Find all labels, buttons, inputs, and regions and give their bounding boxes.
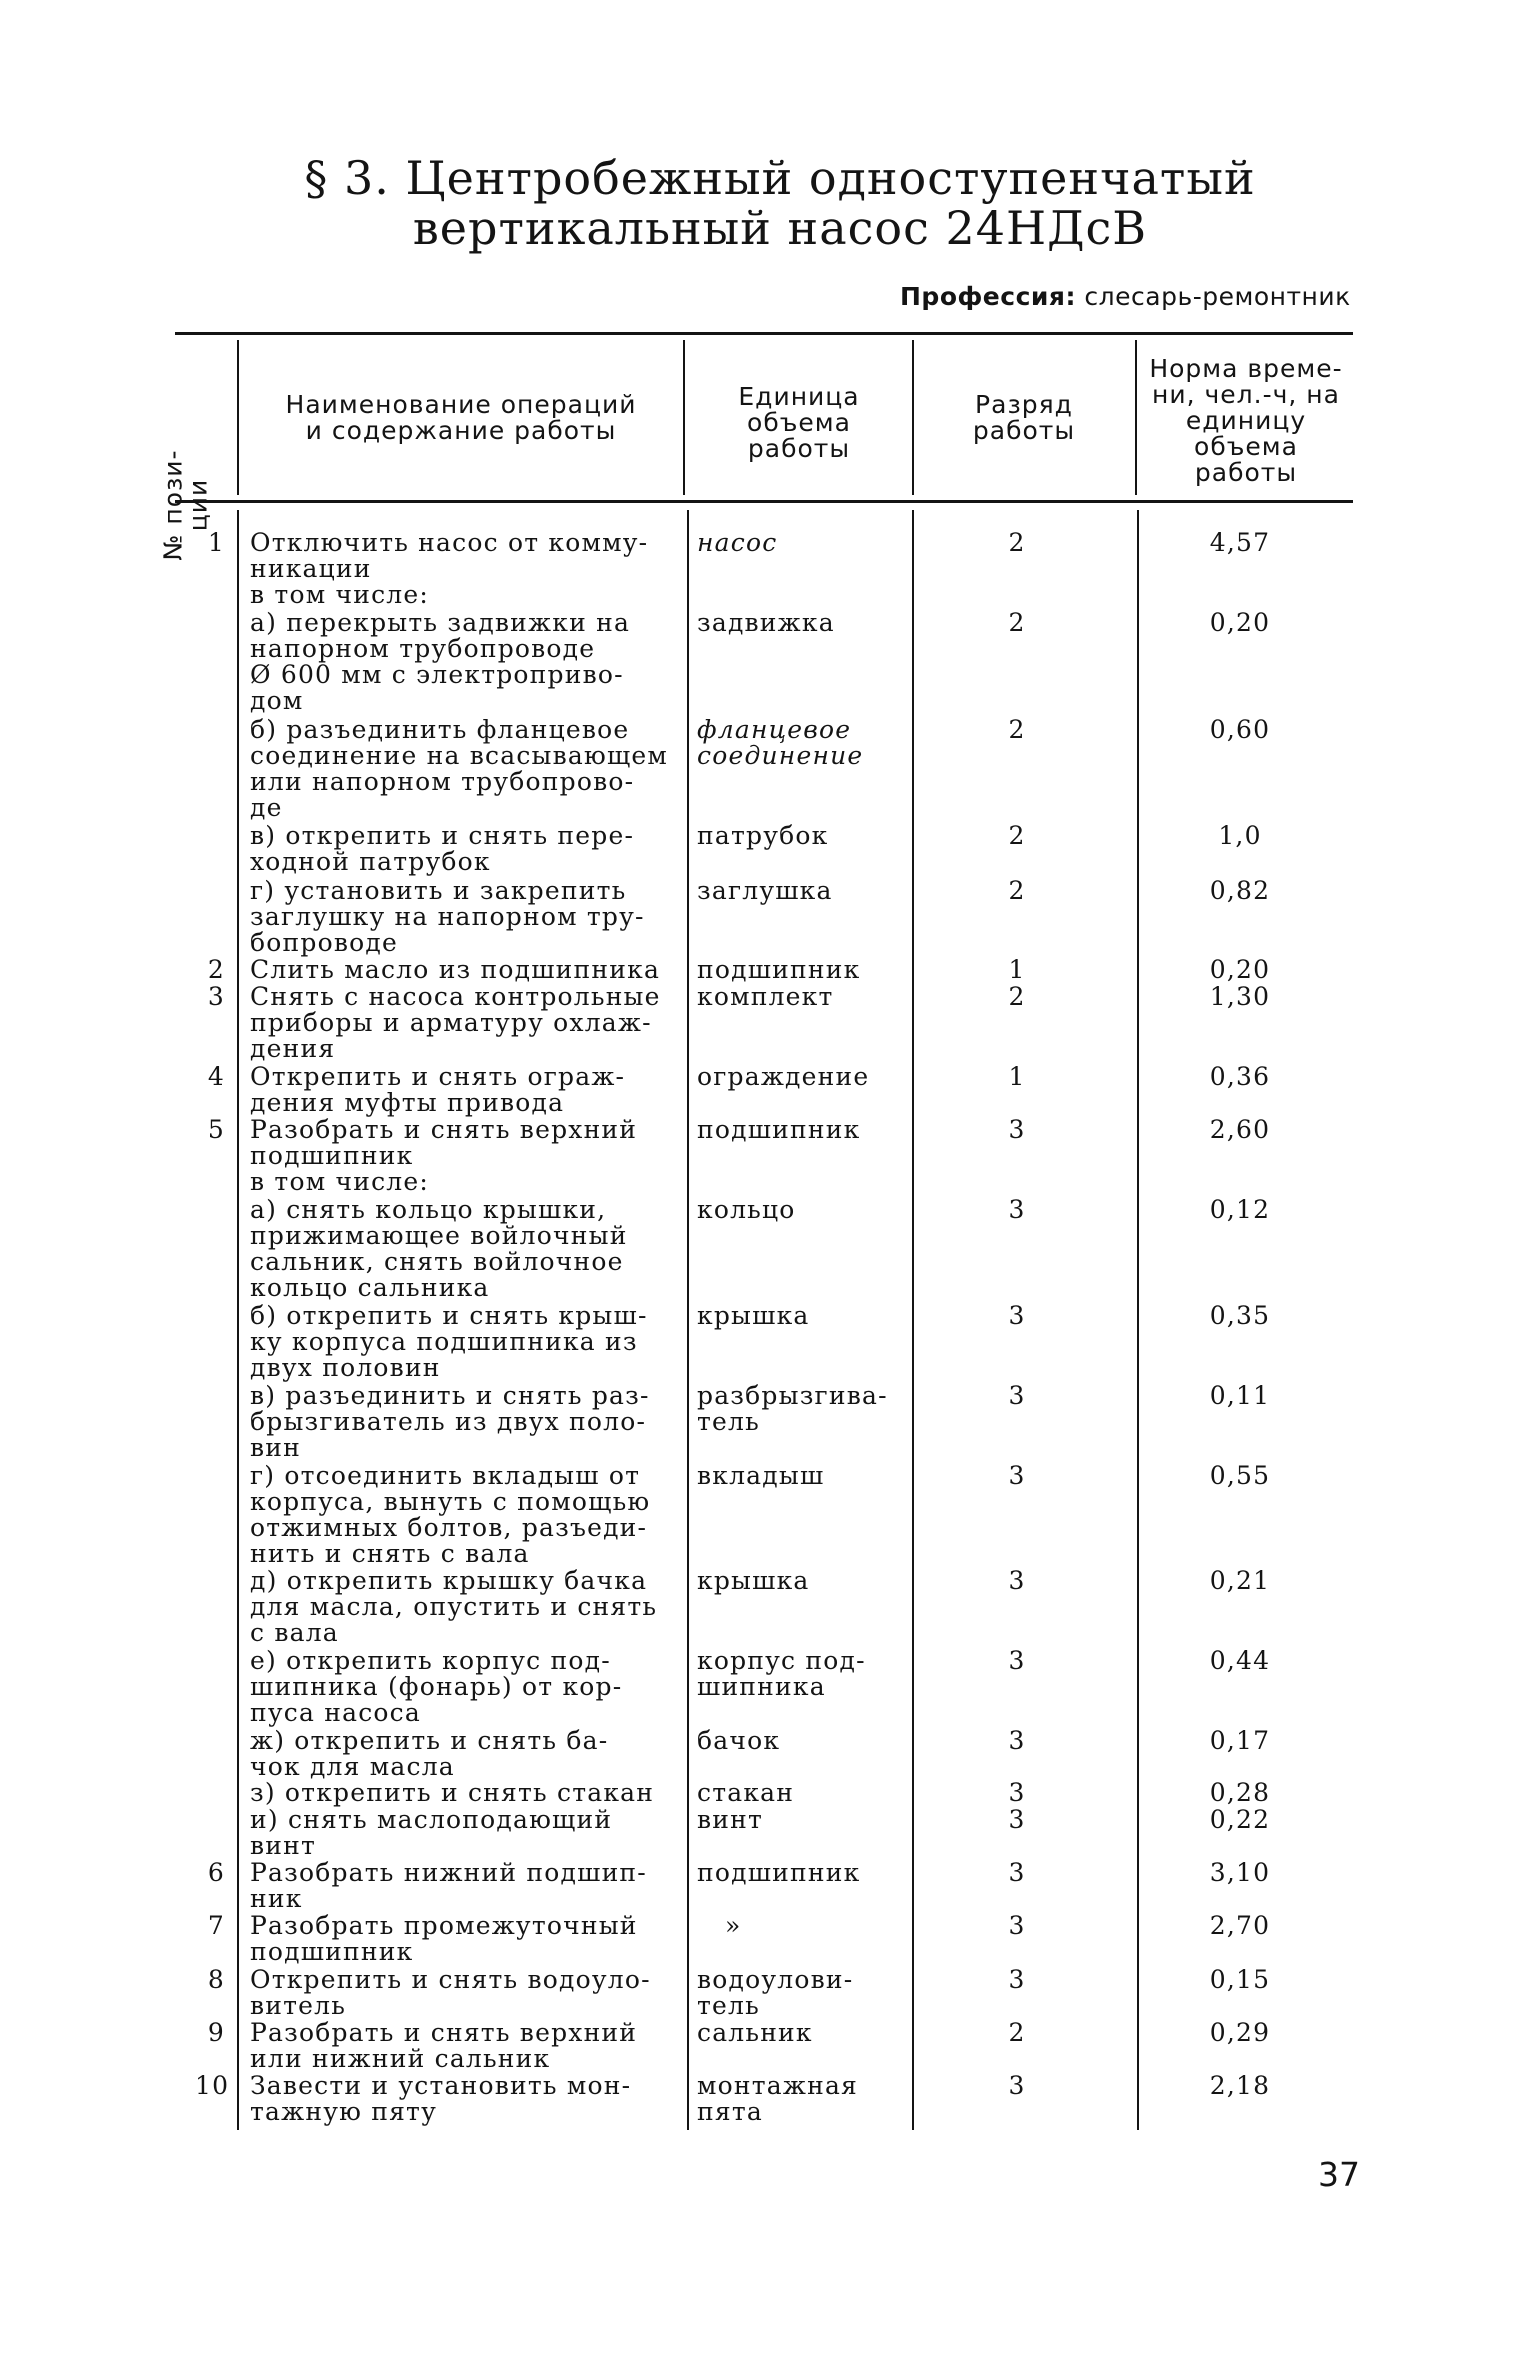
- operation-line: ж) открепить и снять ба-: [250, 1726, 609, 1755]
- norm-value: 0,22: [1209, 1805, 1271, 1834]
- unit-text: [697, 1728, 917, 1754]
- operation-line: дом: [250, 686, 304, 715]
- grade-value: 3: [1008, 1805, 1026, 1834]
- norm-value: 0,20: [1209, 955, 1271, 984]
- grade-value: 3: [1008, 1301, 1026, 1330]
- norm-value: 2,70: [1209, 1911, 1271, 1940]
- operation-line: корпуса, вынуть с помощью: [250, 1487, 651, 1516]
- operation-line: е) открепить корпус под-: [250, 1646, 611, 1675]
- operation-line: или нижний сальник: [250, 2044, 551, 2073]
- operation-line: б) открепить и снять крыш-: [250, 1301, 648, 1330]
- operation-line: Ø 600 мм с электроприво-: [250, 660, 624, 689]
- unit-line: тель: [697, 1991, 760, 2020]
- operation-line: приборы и арматуру охлаж-: [250, 1008, 652, 1037]
- operation-line: бопроводе: [250, 928, 398, 957]
- unit-text: [697, 717, 917, 769]
- operation-line: б) разъединить фланцевое: [250, 715, 630, 744]
- table-top-rule: [175, 332, 1353, 335]
- norm-value: 0,82: [1209, 876, 1271, 905]
- grade-value: 3: [1008, 1965, 1026, 1994]
- operation-line: винт: [250, 1831, 317, 1860]
- unit-text: [697, 1064, 917, 1090]
- unit-line: комплект: [697, 982, 834, 1011]
- unit-line: бачок: [697, 1726, 781, 1755]
- header-grade-line-1: Разряд: [975, 390, 1073, 419]
- unit-line: »: [725, 1911, 742, 1940]
- unit-line: винт: [697, 1805, 764, 1834]
- norm-value: 4,57: [1209, 528, 1271, 557]
- norm-value: 0,35: [1209, 1301, 1271, 1330]
- header-norm-line-1: Норма време-: [1149, 354, 1343, 383]
- operation-line: Открепить и снять ограж-: [250, 1062, 626, 1091]
- row-number: 10: [195, 2071, 230, 2100]
- grade-value: 1: [1008, 1062, 1026, 1091]
- unit-text: [697, 1463, 917, 1489]
- unit-line: пята: [697, 2097, 763, 2126]
- norm-value: 0,21: [1209, 1566, 1271, 1595]
- grade-value: 3: [1008, 1195, 1026, 1224]
- grade-value: 2: [1008, 528, 1026, 557]
- operation-line: прижимающее войлочный: [250, 1221, 628, 1250]
- unit-text: [697, 957, 917, 983]
- operation-line: подшипник: [250, 1937, 414, 1966]
- row-number: 2: [207, 955, 225, 984]
- unit-text: [697, 1303, 917, 1329]
- body-divider-1: [237, 510, 239, 2130]
- row-number: 6: [207, 1858, 225, 1887]
- norm-value: 2,18: [1209, 2071, 1271, 2100]
- unit-line: водоулови-: [697, 1965, 854, 1994]
- operation-text: [250, 957, 680, 983]
- row-number: 5: [207, 1115, 225, 1144]
- section-title-line-2: вертикальный насос 24НДсВ: [412, 201, 1148, 255]
- operation-line: Завести и установить мон-: [250, 2071, 632, 2100]
- unit-text: [725, 1913, 945, 1939]
- unit-line: разбрызгива-: [697, 1381, 888, 1410]
- profession-value: слесарь-ремонтник: [1084, 282, 1351, 311]
- operation-line: или напорном трубопрово-: [250, 767, 635, 796]
- norm-value: 0,17: [1209, 1726, 1271, 1755]
- unit-line: сальник: [697, 2018, 813, 2047]
- operation-line: подшипник: [250, 1141, 414, 1170]
- operation-line: а) перекрыть задвижки на: [250, 608, 631, 637]
- operation-line: д) открепить крышку бачка: [250, 1566, 648, 1595]
- unit-line: ограждение: [697, 1062, 870, 1091]
- header-unit: [690, 384, 908, 462]
- unit-text: [697, 2020, 917, 2046]
- operation-line: Открепить и снять водоуло-: [250, 1965, 651, 1994]
- row-number: 8: [207, 1965, 225, 1994]
- grade-value: 2: [1008, 876, 1026, 905]
- unit-line: корпус под-: [697, 1646, 866, 1675]
- header-position-line-2: ции: [183, 478, 213, 532]
- unit-text: [697, 1568, 917, 1594]
- grade-value: 3: [1008, 1115, 1026, 1144]
- unit-text: [697, 1117, 917, 1143]
- operation-text: [250, 823, 680, 875]
- norm-value: 0,28: [1209, 1778, 1271, 1807]
- operation-line: Снять с насоса контрольные: [250, 982, 661, 1011]
- grade-value: 3: [1008, 1858, 1026, 1887]
- norm-value: 0,36: [1209, 1062, 1271, 1091]
- grade-value: 3: [1008, 2071, 1026, 2100]
- header-unit-line-2: объема: [747, 408, 851, 437]
- unit-line: стакан: [697, 1778, 795, 1807]
- operation-line: напорном трубопроводе: [250, 634, 596, 663]
- norm-value: 0,60: [1209, 715, 1271, 744]
- header-divider-1: [237, 340, 239, 495]
- header-norm-line-2: ни, чел.-ч, на: [1152, 380, 1340, 409]
- operation-text: [250, 984, 680, 1062]
- grade-value: 2: [1008, 821, 1026, 850]
- norm-value: 0,55: [1209, 1461, 1271, 1490]
- operation-line: Слить масло из подшипника: [250, 955, 661, 984]
- operation-line: с вала: [250, 1618, 339, 1647]
- norm-value: 0,11: [1209, 1381, 1271, 1410]
- operation-line: нить и снять с вала: [250, 1539, 530, 1568]
- operation-line: брызгиватель из двух поло-: [250, 1407, 647, 1436]
- unit-line: насос: [697, 528, 778, 557]
- grade-value: 3: [1008, 1726, 1026, 1755]
- operation-line: дения: [250, 1034, 336, 1063]
- row-number: 7: [207, 1911, 225, 1940]
- unit-text: [697, 1807, 917, 1833]
- operation-line: заглушку на напорном тру-: [250, 902, 645, 931]
- operation-text: [250, 1860, 680, 1912]
- operation-text: [250, 1197, 680, 1301]
- operation-text: [250, 1728, 680, 1780]
- norm-value: 1,30: [1209, 982, 1271, 1011]
- unit-text: [697, 1780, 917, 1806]
- header-unit-line-1: Единица: [738, 382, 860, 411]
- row-number: 1: [207, 528, 225, 557]
- header-operation-line-1: Наименование операций: [285, 390, 637, 419]
- norm-value: 0,12: [1209, 1195, 1271, 1224]
- operation-line: кольцо сальника: [250, 1273, 490, 1302]
- profession-label: Профессия:: [900, 282, 1076, 311]
- body-divider-2: [687, 510, 689, 2130]
- unit-line: тель: [697, 1407, 760, 1436]
- operation-line: сальник, снять войлочное: [250, 1247, 624, 1276]
- operation-line: чок для масла: [250, 1752, 455, 1781]
- header-divider-2: [683, 340, 685, 495]
- grade-value: 3: [1008, 1381, 1026, 1410]
- operation-line: Разобрать и снять верхний: [250, 2018, 638, 2047]
- operation-line: дения муфты привода: [250, 1088, 565, 1117]
- grade-value: 3: [1008, 1911, 1026, 1940]
- operation-line: г) отсоединить вкладыш от: [250, 1461, 641, 1490]
- unit-text: [697, 1967, 917, 2019]
- operation-line: в) разъединить и снять раз-: [250, 1381, 650, 1410]
- body-divider-4: [1137, 510, 1139, 2130]
- operation-text: [250, 1780, 680, 1806]
- operation-line: Отключить насос от комму-: [250, 528, 649, 557]
- operation-line: а) снять кольцо крышки,: [250, 1195, 607, 1224]
- operation-line: в том числе:: [250, 1167, 429, 1196]
- grade-value: 3: [1008, 1461, 1026, 1490]
- section-title-line-1: § 3. Центробежный одноступенчатый: [304, 151, 1256, 205]
- unit-line: патрубок: [697, 821, 829, 850]
- unit-text: [697, 984, 917, 1010]
- unit-text: [697, 1197, 917, 1223]
- norm-value: 0,29: [1209, 2018, 1271, 2047]
- unit-line: монтажная: [697, 2071, 859, 2100]
- operation-text: [250, 1463, 680, 1567]
- unit-line: заглушка: [697, 876, 833, 905]
- operation-line: з) открепить и снять стакан: [250, 1778, 655, 1807]
- row-number: 9: [207, 2018, 225, 2047]
- header-grade-line-2: работы: [972, 416, 1076, 445]
- operation-text: [250, 1117, 680, 1195]
- norm-value: 2,60: [1209, 1115, 1271, 1144]
- unit-line: крышка: [697, 1301, 810, 1330]
- operation-text: [250, 1383, 680, 1461]
- header-norm-line-5: работы: [1194, 458, 1298, 487]
- unit-text: [697, 2073, 917, 2125]
- header-norm-line-4: объема: [1194, 432, 1298, 461]
- row-number: 3: [207, 982, 225, 1011]
- header-operation-line-2: и содержание работы: [305, 416, 617, 445]
- operation-line: тажную пяту: [250, 2097, 437, 2126]
- unit-line: подшипник: [697, 955, 861, 984]
- grade-value: 2: [1008, 2018, 1026, 2047]
- norm-value: 3,10: [1209, 1858, 1271, 1887]
- operation-line: пуса насоса: [250, 1698, 421, 1727]
- unit-text: [697, 610, 917, 636]
- grade-value: 3: [1008, 1646, 1026, 1675]
- operation-line: двух половин: [250, 1353, 441, 1382]
- operation-line: в) открепить и снять пере-: [250, 821, 635, 850]
- operation-text: [250, 1064, 680, 1116]
- unit-line: вкладыш: [697, 1461, 825, 1490]
- unit-line: крышка: [697, 1566, 810, 1595]
- operation-line: вин: [250, 1433, 301, 1462]
- operation-text: [250, 2020, 680, 2072]
- operation-text: [250, 610, 680, 714]
- norm-value: 0,15: [1209, 1965, 1271, 1994]
- profession-line: [900, 282, 1351, 311]
- unit-line: соединение: [697, 741, 864, 770]
- operation-line: ходной патрубок: [250, 847, 491, 876]
- operation-text: [250, 1303, 680, 1381]
- operation-line: соединение на всасывающем: [250, 741, 669, 770]
- page-number: 37: [1318, 2155, 1360, 2194]
- header-norm: [1140, 356, 1352, 486]
- operation-text: [250, 878, 680, 956]
- operation-line: г) установить и закрепить: [250, 876, 627, 905]
- row-number: 4: [207, 1062, 225, 1091]
- operation-text: [250, 530, 680, 608]
- unit-text: [697, 1383, 917, 1435]
- header-norm-line-3: единицу: [1185, 406, 1307, 435]
- operation-line: в том числе:: [250, 580, 429, 609]
- operation-line: Разобрать и снять верхний: [250, 1115, 638, 1144]
- unit-line: подшипник: [697, 1858, 861, 1887]
- unit-line: подшипник: [697, 1115, 861, 1144]
- unit-text: [697, 878, 917, 904]
- grade-value: 2: [1008, 982, 1026, 1011]
- unit-text: [697, 1648, 917, 1700]
- header-position-line-1: № пози-: [158, 449, 188, 561]
- header-grade: [915, 392, 1133, 444]
- operation-text: [250, 1648, 680, 1726]
- unit-text: [697, 530, 917, 556]
- operation-text: [250, 1967, 680, 2019]
- operation-line: отжимных болтов, разъеди-: [250, 1513, 648, 1542]
- operation-line: никации: [250, 554, 372, 583]
- header-operation: [245, 392, 677, 444]
- header-unit-line-3: работы: [747, 434, 851, 463]
- operation-line: витель: [250, 1991, 347, 2020]
- unit-line: задвижка: [697, 608, 835, 637]
- unit-line: кольцо: [697, 1195, 796, 1224]
- operation-line: Разобрать промежуточный: [250, 1911, 638, 1940]
- operation-text: [250, 717, 680, 821]
- unit-line: шипника: [697, 1672, 826, 1701]
- header-divider-3: [912, 340, 914, 495]
- unit-text: [697, 1860, 917, 1886]
- table-header-rule: [175, 500, 1353, 503]
- operation-line: ник: [250, 1884, 303, 1913]
- unit-line: фланцевое: [697, 715, 852, 744]
- norm-value: 1,0: [1218, 821, 1262, 850]
- grade-value: 3: [1008, 1566, 1026, 1595]
- grade-value: 1: [1008, 955, 1026, 984]
- unit-text: [697, 823, 917, 849]
- operation-text: [250, 2073, 680, 2125]
- operation-line: ку корпуса подшипника из: [250, 1327, 638, 1356]
- norm-value: 0,20: [1209, 608, 1271, 637]
- operation-text: [250, 1568, 680, 1646]
- grade-value: 2: [1008, 608, 1026, 637]
- operation-line: Разобрать нижний подшип-: [250, 1858, 647, 1887]
- grade-value: 3: [1008, 1778, 1026, 1807]
- operation-text: [250, 1807, 680, 1859]
- operation-line: шипника (фонарь) от кор-: [250, 1672, 623, 1701]
- grade-value: 2: [1008, 715, 1026, 744]
- header-divider-4: [1135, 340, 1137, 495]
- operation-line: и) снять маслоподающий: [250, 1805, 613, 1834]
- operation-line: де: [250, 793, 283, 822]
- operation-line: для масла, опустить и снять: [250, 1592, 658, 1621]
- operation-text: [250, 1913, 680, 1965]
- norm-value: 0,44: [1209, 1646, 1271, 1675]
